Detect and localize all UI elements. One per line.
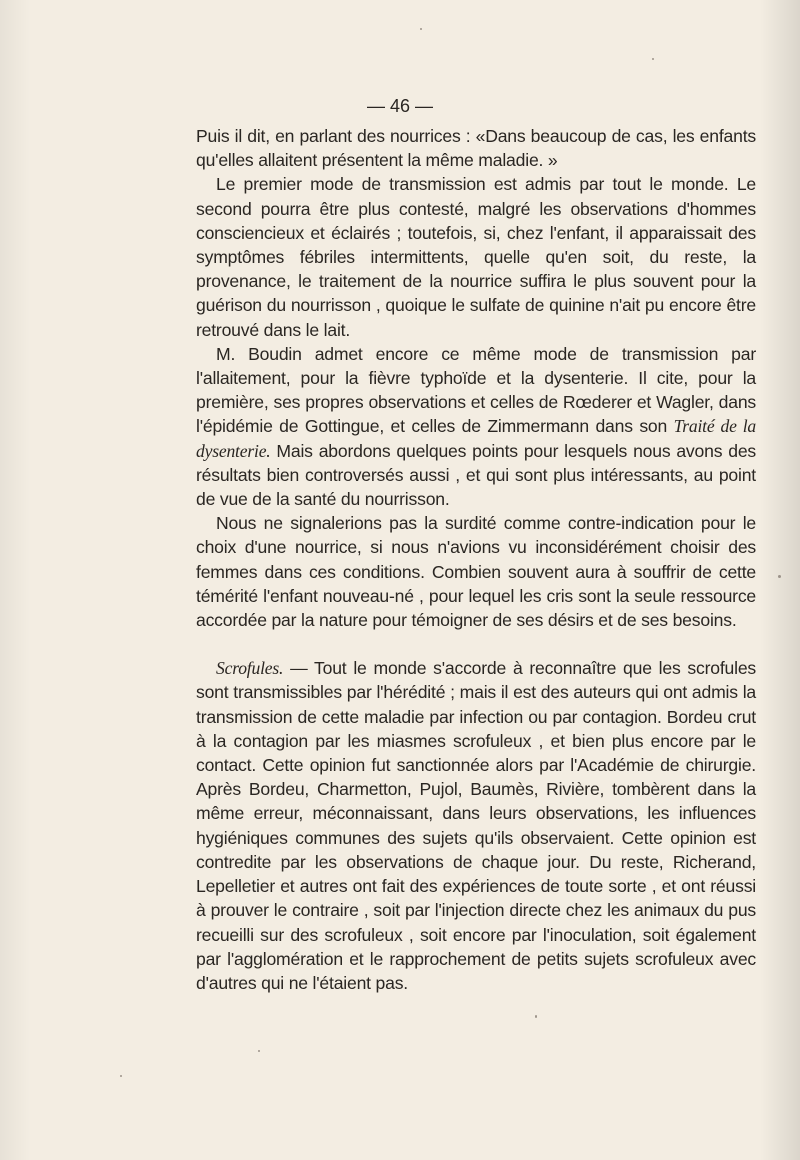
paper-speck xyxy=(258,1050,260,1052)
paragraph-5-text: — Tout le monde s'accorde à reconnaître que les scrofules sont transmissibles par l'hérédité ; mais il est des auteurs qui ont admis la transmission de cette maladie par infection ou par contagion. Bordeu crut à la contagion par les miasmes scrofuleux , et bien plus encore par le contact. Cette opinion fut sanctionnée alors par l'Académie de chirurgie. Après Bordeu, Charmetton, Pujol, Baumès, Rivière, tombèrent dans la même erreur, méconnaissant, dans leurs observations, les influences hygiéniques communes des sujets qu'ils observaient. Cette opinion est contredite par les observations de chaque jour. Du reste, Richerand, Lepelletier et autres ont fait des expériences de toute sorte , et ont réussi à prouver le contraire , soit par l'injection directe chez les animaux du pus recueilli sur des scrofuleux , soit encore par l'inoculation, soit également par l'agglomération et le rapprochement de petits sujets scrofuleux avec d'autres qui ne l'étaient pas. xyxy=(196,658,756,993)
paragraph-3-text-start: M. Boudin admet encore ce même mode de transmission par l'allaitement, pour la fièvre typhoïde et la dysenterie. Il cite, pour la première, ses propres observations et celles de Rœderer et Wagler, dans l'épidémie de Gottingue, et celles de Zimmermann dans son xyxy=(196,343,756,437)
paragraph-2: Le premier mode de transmission est admis par tout le monde. Le second pourra être plus contesté, malgré les observations d'hommes consciencieux et éclairés ; toutefois, si, chez l'enfant, il apparaissait des symptômes fébriles intermittents, quelle qu'en soit, du reste, la provenance, le traitement de la nourrice suffira le plus souvent pour la guérison du nourrisson , quoique le sulfate de quinine n'ait pu encore être retrouvé dans le lait. xyxy=(196,174,756,340)
body-text xyxy=(196,124,756,995)
paper-speck xyxy=(120,1075,122,1077)
paragraph-3 xyxy=(196,342,756,511)
paragraph-5 xyxy=(196,656,756,995)
paragraph-1: Puis il dit, en parlant des nourrices : «Dans beaucoup de cas, les enfants qu'elles allaitent présentent la même maladie. » xyxy=(196,126,756,171)
paper-speck xyxy=(420,28,422,30)
paper-speck xyxy=(652,58,654,60)
paragraph-3-text-end: Mais abordons quelques points pour lesquels nous avons des résultats bien controversés aussi , et qui sont plus intéressants, au point de vue de la santé du nourrisson. xyxy=(196,440,756,510)
book-title-italic: Traité de la dysenterie. xyxy=(196,416,756,461)
paper-speck xyxy=(778,575,781,578)
section-gap xyxy=(196,632,756,656)
section-heading-scrofules: Scrofules. xyxy=(216,658,284,679)
paragraph-4: Nous ne signalerions pas la surdité comme contre-indication pour le choix d'une nourrice, si nous n'avions vu inconsidérément choisir des femmes dans ces conditions. Combien souvent aura à souffrir de cette témérité l'enfant nouveau-né , pour lequel les cris sont la seule ressource accordée par la nature pour témoigner de ses désirs et de ses besoins. xyxy=(196,513,756,631)
paper-speck xyxy=(535,1015,537,1018)
page-number: — 46 — xyxy=(366,96,434,116)
